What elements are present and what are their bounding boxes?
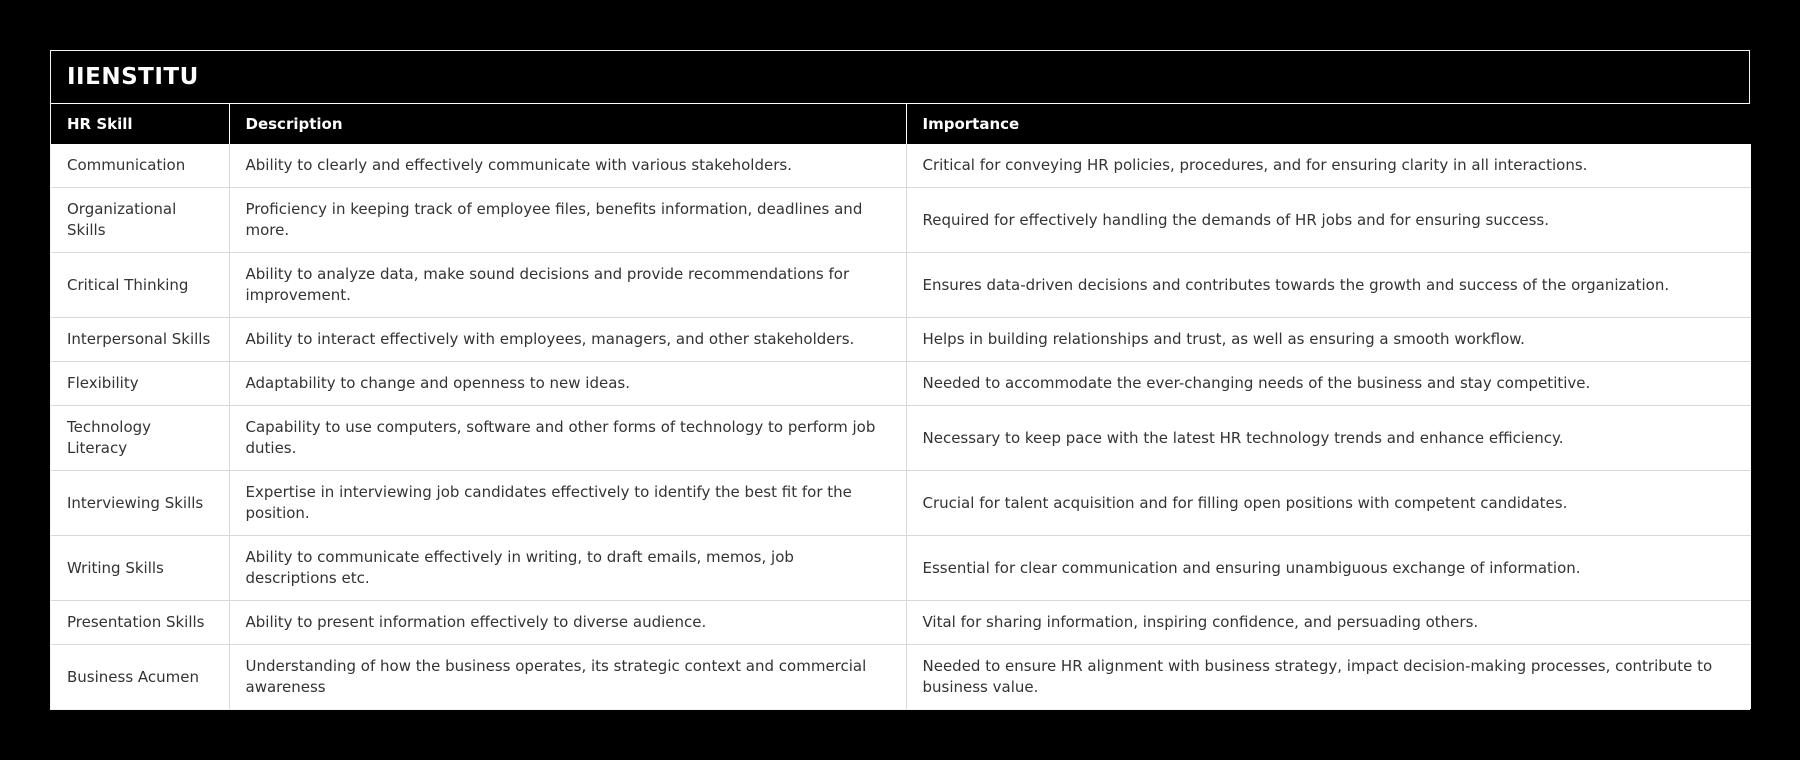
- header-description: Description: [229, 104, 906, 144]
- header-importance: Importance: [906, 104, 1751, 144]
- skill-cell: Business Acumen: [51, 645, 229, 710]
- header-row: [51, 104, 1751, 144]
- description-cell: Expertise in interviewing job candidates effectively to identify the best fit for the position.: [229, 471, 906, 536]
- description-cell: Ability to analyze data, make sound decisions and provide recommendations for improvement.: [229, 253, 906, 318]
- table-row: [51, 253, 1751, 318]
- table-header: [51, 104, 1751, 144]
- table-row: [51, 144, 1751, 188]
- importance-cell: Vital for sharing information, inspiring confidence, and persuading others.: [906, 601, 1751, 645]
- skills-table-card: [50, 50, 1750, 710]
- description-cell: Adaptability to change and openness to new ideas.: [229, 362, 906, 406]
- importance-cell: Required for effectively handling the demands of HR jobs and for ensuring success.: [906, 188, 1751, 253]
- skill-cell: Communication: [51, 144, 229, 188]
- description-cell: Proficiency in keeping track of employee files, benefits information, deadlines and more.: [229, 188, 906, 253]
- table-row: [51, 406, 1751, 471]
- importance-cell: Necessary to keep pace with the latest HR technology trends and enhance efficiency.: [906, 406, 1751, 471]
- table-row: [51, 362, 1751, 406]
- table-row: [51, 601, 1751, 645]
- skill-cell: Presentation Skills: [51, 601, 229, 645]
- table-row: [51, 188, 1751, 253]
- skill-cell: Organizational Skills: [51, 188, 229, 253]
- skill-cell: Flexibility: [51, 362, 229, 406]
- importance-cell: Needed to ensure HR alignment with business strategy, impact decision-making processes, contribute to business value.: [906, 645, 1751, 710]
- importance-cell: Crucial for talent acquisition and for filling open positions with competent candidates.: [906, 471, 1751, 536]
- description-cell: Ability to communicate effectively in writing, to draft emails, memos, job descriptions etc.: [229, 536, 906, 601]
- importance-cell: Helps in building relationships and trust, as well as ensuring a smooth workflow.: [906, 318, 1751, 362]
- importance-cell: Needed to accommodate the ever-changing needs of the business and stay competitive.: [906, 362, 1751, 406]
- table-row: [51, 471, 1751, 536]
- table-row: [51, 645, 1751, 710]
- importance-cell: Critical for conveying HR policies, procedures, and for ensuring clarity in all interactions.: [906, 144, 1751, 188]
- description-cell: Ability to clearly and effectively communicate with various stakeholders.: [229, 144, 906, 188]
- card-title: IIENSTITU: [51, 51, 1749, 104]
- skill-cell: Critical Thinking: [51, 253, 229, 318]
- description-cell: Capability to use computers, software and other forms of technology to perform job duties.: [229, 406, 906, 471]
- header-hr-skill: HR Skill: [51, 104, 229, 144]
- importance-cell: Ensures data-driven decisions and contributes towards the growth and success of the organization.: [906, 253, 1751, 318]
- table-row: [51, 318, 1751, 362]
- skill-cell: Writing Skills: [51, 536, 229, 601]
- table-row: [51, 536, 1751, 601]
- description-cell: Understanding of how the business operates, its strategic context and commercial awareness: [229, 645, 906, 710]
- skill-cell: Technology Literacy: [51, 406, 229, 471]
- table-body: [51, 144, 1751, 709]
- skill-cell: Interviewing Skills: [51, 471, 229, 536]
- skill-cell: Interpersonal Skills: [51, 318, 229, 362]
- hr-skills-table: [51, 104, 1751, 709]
- description-cell: Ability to interact effectively with employees, managers, and other stakeholders.: [229, 318, 906, 362]
- importance-cell: Essential for clear communication and ensuring unambiguous exchange of information.: [906, 536, 1751, 601]
- description-cell: Ability to present information effectively to diverse audience.: [229, 601, 906, 645]
